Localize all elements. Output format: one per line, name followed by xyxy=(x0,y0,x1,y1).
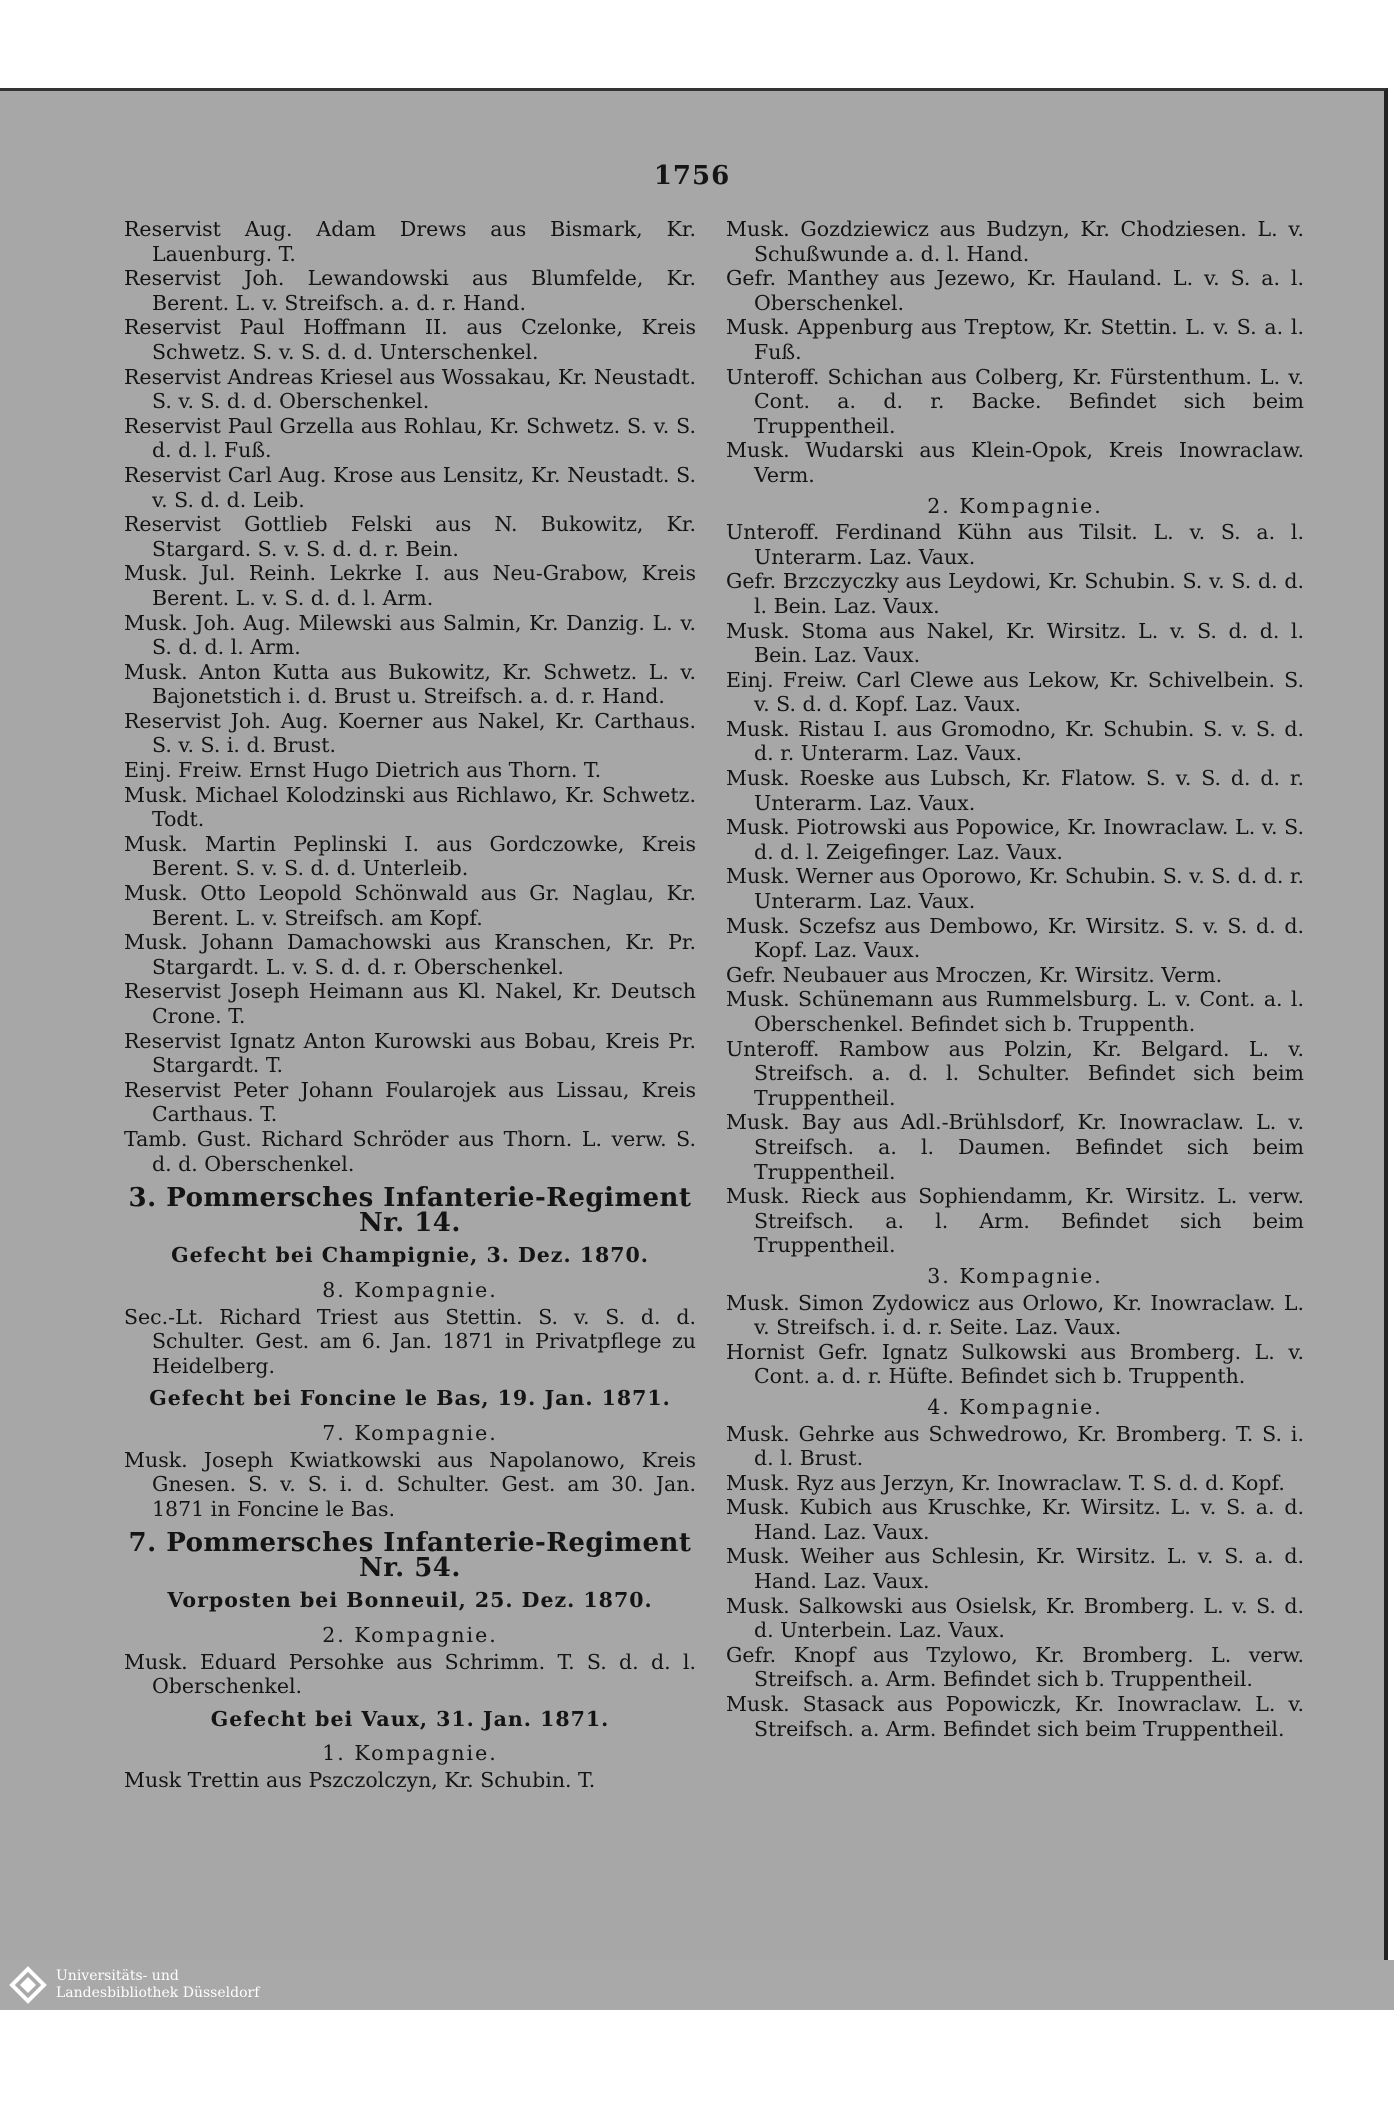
casualty-entry: Gefr. Manthey aus Jezewo, Kr. Hauland. L. v. S. a. l. Oberschenkel. xyxy=(726,266,1304,315)
battle-heading: Gefecht bei Vaux, 31. Jan. 1871. xyxy=(210,1706,610,1731)
casualty-entry: Musk. Werner aus Oporowo, Kr. Schubin. S. v. S. d. d. r. Unterarm. Laz. Vaux. xyxy=(726,864,1304,914)
casualty-entry: Einj. Freiw. Ernst Hugo Dietrich aus Thorn. T. xyxy=(124,758,602,783)
battle-heading: Vorposten bei Bonneuil, 25. Dez. 1870. xyxy=(167,1588,653,1613)
regiment-heading: 3. Pommersches Infanterie-Regiment Nr. 14. xyxy=(128,1183,692,1238)
casualty-entry: Musk. Michael Kolodzinski aus Richlawo, Kr. Schwetz. Todt. xyxy=(124,782,696,832)
casualty-entry: Unteroff. Rambow aus Polzin, Kr. Belgard. L. v. Streifsch. a. d. l. Schulter. Befindet sich beim Truppentheil. xyxy=(726,1036,1304,1110)
casualty-entry: Gefr. Knopf aus Tzylowo, Kr. Bromberg. L. verw. Streifsch. a. Arm. Befindet sich b. Truppentheil. xyxy=(726,1642,1304,1692)
casualty-entry: Musk. Stoma aus Nakel, Kr. Wirsitz. L. v. S. d. d. l. Bein. Laz. Vaux. xyxy=(726,618,1304,668)
company-heading: 2. Kompagnie. xyxy=(322,1623,498,1648)
casualty-entry: Musk. Bay aus Adl.-Brühlsdorf, Kr. Inowraclaw. L. v. Streifsch. a. l. Daumen. Befindet sich beim Truppentheil. xyxy=(726,1110,1304,1184)
left-column xyxy=(124,217,696,1793)
regiment-heading: 7. Pommersches Infanterie-Regiment Nr. 54. xyxy=(128,1528,692,1583)
casualty-entry: Gefr. Brzczyczky aus Leydowi, Kr. Schubin. S. v. S. d. d. l. Bein. Laz. Vaux. xyxy=(726,569,1304,618)
company-heading: 1. Kompagnie. xyxy=(322,1741,498,1766)
company-heading: 4. Kompagnie. xyxy=(927,1394,1103,1419)
casualty-entry: Musk. Wudarski aus Klein-Opok, Kreis Inowraclaw. Verm. xyxy=(726,438,1304,487)
casualty-entry: Reservist Peter Johann Foularojek aus Lissau, Kreis Carthaus. T. xyxy=(124,1077,696,1127)
casualty-entry: Musk. Johann Damachowski aus Kranschen, Kr. Pr. Stargardt. L. v. S. d. d. r. Oberschenkel. xyxy=(124,930,696,979)
casualty-entry: Musk. Stasack aus Popowiczk, Kr. Inowraclaw. L. v. Streifsch. a. Arm. Befindet sich beim Truppentheil. xyxy=(726,1692,1304,1741)
casualty-entry: Reservist Joh. Aug. Koerner aus Nakel, Kr. Carthaus. S. v. S. i. d. Brust. xyxy=(124,708,696,758)
company-heading: 2. Kompagnie. xyxy=(927,493,1103,518)
casualty-entry: Musk. Ryz aus Jerzyn, Kr. Inowraclaw. T. S. d. d. Kopf. xyxy=(726,1470,1285,1495)
library-name-line2: Landesbibliothek Düsseldorf xyxy=(56,1985,260,2001)
casualty-entry: Musk. Eduard Persohke aus Schrimm. T. S. d. d. l. Oberschenkel. xyxy=(124,1649,696,1699)
company-heading: 3. Kompagnie. xyxy=(927,1263,1103,1288)
casualty-entry: Musk Trettin aus Pszczolczyn, Kr. Schubin. T. xyxy=(124,1768,596,1793)
casualty-entry: Musk. Roeske aus Lubsch, Kr. Flatow. S. v. S. d. d. r. Unterarm. Laz. Vaux. xyxy=(726,766,1304,815)
casualty-entry: Musk. Appenburg aus Treptow, Kr. Stettin. L. v. S. a. l. Fuß. xyxy=(726,315,1304,364)
casualty-entry: Musk. Otto Leopold Schönwald aus Gr. Naglau, Kr. Berent. L. v. Streifsch. am Kopf. xyxy=(124,881,696,930)
footer-band xyxy=(0,1960,1394,2010)
casualty-entry: Sec.-Lt. Richard Triest aus Stettin. S. v. S. d. d. Schulter. Gest. am 6. Jan. 1871 in Privatpflege zu Heidelberg. xyxy=(124,1304,696,1378)
casualty-entry: Reservist Joh. Lewandowski aus Blumfelde, Kr. Berent. L. v. Streifsch. a. d. r. Hand. xyxy=(124,266,696,315)
casualty-entry: Musk. Ristau I. aus Gromodno, Kr. Schubin. S. v. S. d. d. r. Unterarm. Laz. Vaux. xyxy=(726,716,1304,766)
page-number: 1756 xyxy=(653,161,731,191)
casualty-entry: Gefr. Neubauer aus Mroczen, Kr. Wirsitz. Verm. xyxy=(726,962,1223,987)
casualty-entry: Reservist Ignatz Anton Kurowski aus Bobau, Kreis Pr. Stargardt. T. xyxy=(124,1028,696,1078)
casualty-entry: Musk. Anton Kutta aus Bukowitz, Kr. Schwetz. L. v. Bajonetstich i. d. Brust u. Streifsch. a. d. r. Hand. xyxy=(124,659,696,709)
casualty-entry: Musk. Joh. Aug. Milewski aus Salmin, Kr. Danzig. L. v. S. d. d. l. Arm. xyxy=(124,610,696,660)
casualty-entry: Einj. Freiw. Carl Clewe aus Lekow, Kr. Schivelbein. S. v. S. d. d. Kopf. Laz. Vaux. xyxy=(726,667,1304,717)
casualty-entry: Reservist Aug. Adam Drews aus Bismark, Kr. Lauenburg. T. xyxy=(124,217,696,266)
casualty-entry: Reservist Paul Hoffmann II. aus Czelonke, Kreis Schwetz. S. v. S. d. d. Unterschenkel. xyxy=(124,315,696,364)
casualty-entry: Musk. Kubich aus Kruschke, Kr. Wirsitz. L. v. S. a. d. Hand. Laz. Vaux. xyxy=(726,1495,1304,1544)
casualty-entry: Musk. Schünemann aus Rummelsburg. L. v. Cont. a. l. Oberschenkel. Befindet sich b. Truppenth. xyxy=(726,987,1304,1036)
casualty-entry: Reservist Carl Aug. Krose aus Lensitz, Kr. Neustadt. S. v. S. d. d. Leib. xyxy=(124,462,696,512)
casualty-entry: Musk. Salkowski aus Osielsk, Kr. Bromberg. L. v. S. d. d. Unterbein. Laz. Vaux. xyxy=(726,1593,1304,1643)
casualty-entry: Tamb. Gust. Richard Schröder aus Thorn. L. verw. S. d. d. Oberschenkel. xyxy=(124,1126,696,1176)
casualty-entry: Musk. Jul. Reinh. Lekrke I. aus Neu-Grabow, Kreis Berent. L. v. S. d. d. l. Arm. xyxy=(124,561,696,610)
scanned-page xyxy=(0,88,1388,1960)
casualty-entry: Hornist Gefr. Ignatz Sulkowski aus Bromberg. L. v. Cont. a. d. r. Hüfte. Befindet sich b. Truppenth. xyxy=(726,1339,1304,1389)
battle-heading: Gefecht bei Champignie, 3. Dez. 1870. xyxy=(171,1243,649,1268)
casualty-entry: Musk. Martin Peplinski I. aus Gordczowke, Kreis Berent. S. v. S. d. d. Unterleib. xyxy=(124,831,696,881)
casualty-entry: Unteroff. Schichan aus Colberg, Kr. Fürstenthum. L. v. Cont. a. d. r. Backe. Befindet sich beim Truppentheil. xyxy=(726,364,1304,438)
library-name-line1: Universitäts- und xyxy=(56,1968,179,1984)
company-heading: 7. Kompagnie. xyxy=(322,1420,498,1445)
casualty-entry: Reservist Gottlieb Felski aus N. Bukowitz, Kr. Stargard. S. v. S. d. d. r. Bein. xyxy=(124,512,696,561)
casualty-entry: Reservist Andreas Kriesel aus Wossakau, Kr. Neustadt. S. v. S. d. d. Oberschenkel. xyxy=(124,364,696,414)
casualty-entry: Musk. Piotrowski aus Popowice, Kr. Inowraclaw. L. v. S. d. d. l. Zeigefinger. Laz. Vaux. xyxy=(726,815,1304,864)
casualty-entry: Musk. Weiher aus Schlesin, Kr. Wirsitz. L. v. S. a. d. Hand. Laz. Vaux. xyxy=(726,1544,1304,1594)
right-column xyxy=(726,217,1304,1741)
casualty-entry: Musk. Joseph Kwiatkowski aus Napolanowo, Kreis Gnesen. S. v. S. i. d. Schulter. Gest. am 30. Jan. 1871 in Foncine le Bas. xyxy=(124,1447,696,1521)
casualty-entry: Unteroff. Ferdinand Kühn aus Tilsit. L. v. S. a. l. Unterarm. Laz. Vaux. xyxy=(726,520,1304,569)
company-heading: 8. Kompagnie. xyxy=(322,1277,498,1302)
casualty-entry: Reservist Paul Grzella aus Rohlau, Kr. Schwetz. S. v. S. d. d. l. Fuß. xyxy=(124,413,696,463)
casualty-entry: Musk. Rieck aus Sophiendamm, Kr. Wirsitz. L. verw. Streifsch. a. l. Arm. Befindet sich beim Truppentheil. xyxy=(726,1184,1304,1258)
casualty-entry: Musk. Simon Zydowicz aus Orlowo, Kr. Inowraclaw. L. v. Streifsch. i. d. r. Seite. Laz. Vaux. xyxy=(726,1290,1304,1340)
uld-logo-icon[interactable] xyxy=(6,1963,50,2007)
library-name[interactable] xyxy=(56,1968,259,2002)
casualty-entry: Reservist Joseph Heimann aus Kl. Nakel, Kr. Deutsch Crone. T. xyxy=(124,979,696,1028)
casualty-entry: Musk. Sczefsz aus Dembowo, Kr. Wirsitz. S. v. S. d. d. Kopf. Laz. Vaux. xyxy=(726,913,1304,963)
casualty-entry: Musk. Gozdziewicz aus Budzyn, Kr. Chodziesen. L. v. Schußwunde a. d. l. Hand. xyxy=(726,217,1304,266)
casualty-entry: Musk. Gehrke aus Schwedrowo, Kr. Bromberg. T. S. i. d. l. Brust. xyxy=(726,1421,1304,1471)
battle-heading: Gefecht bei Foncine le Bas, 19. Jan. 1871. xyxy=(149,1386,671,1411)
